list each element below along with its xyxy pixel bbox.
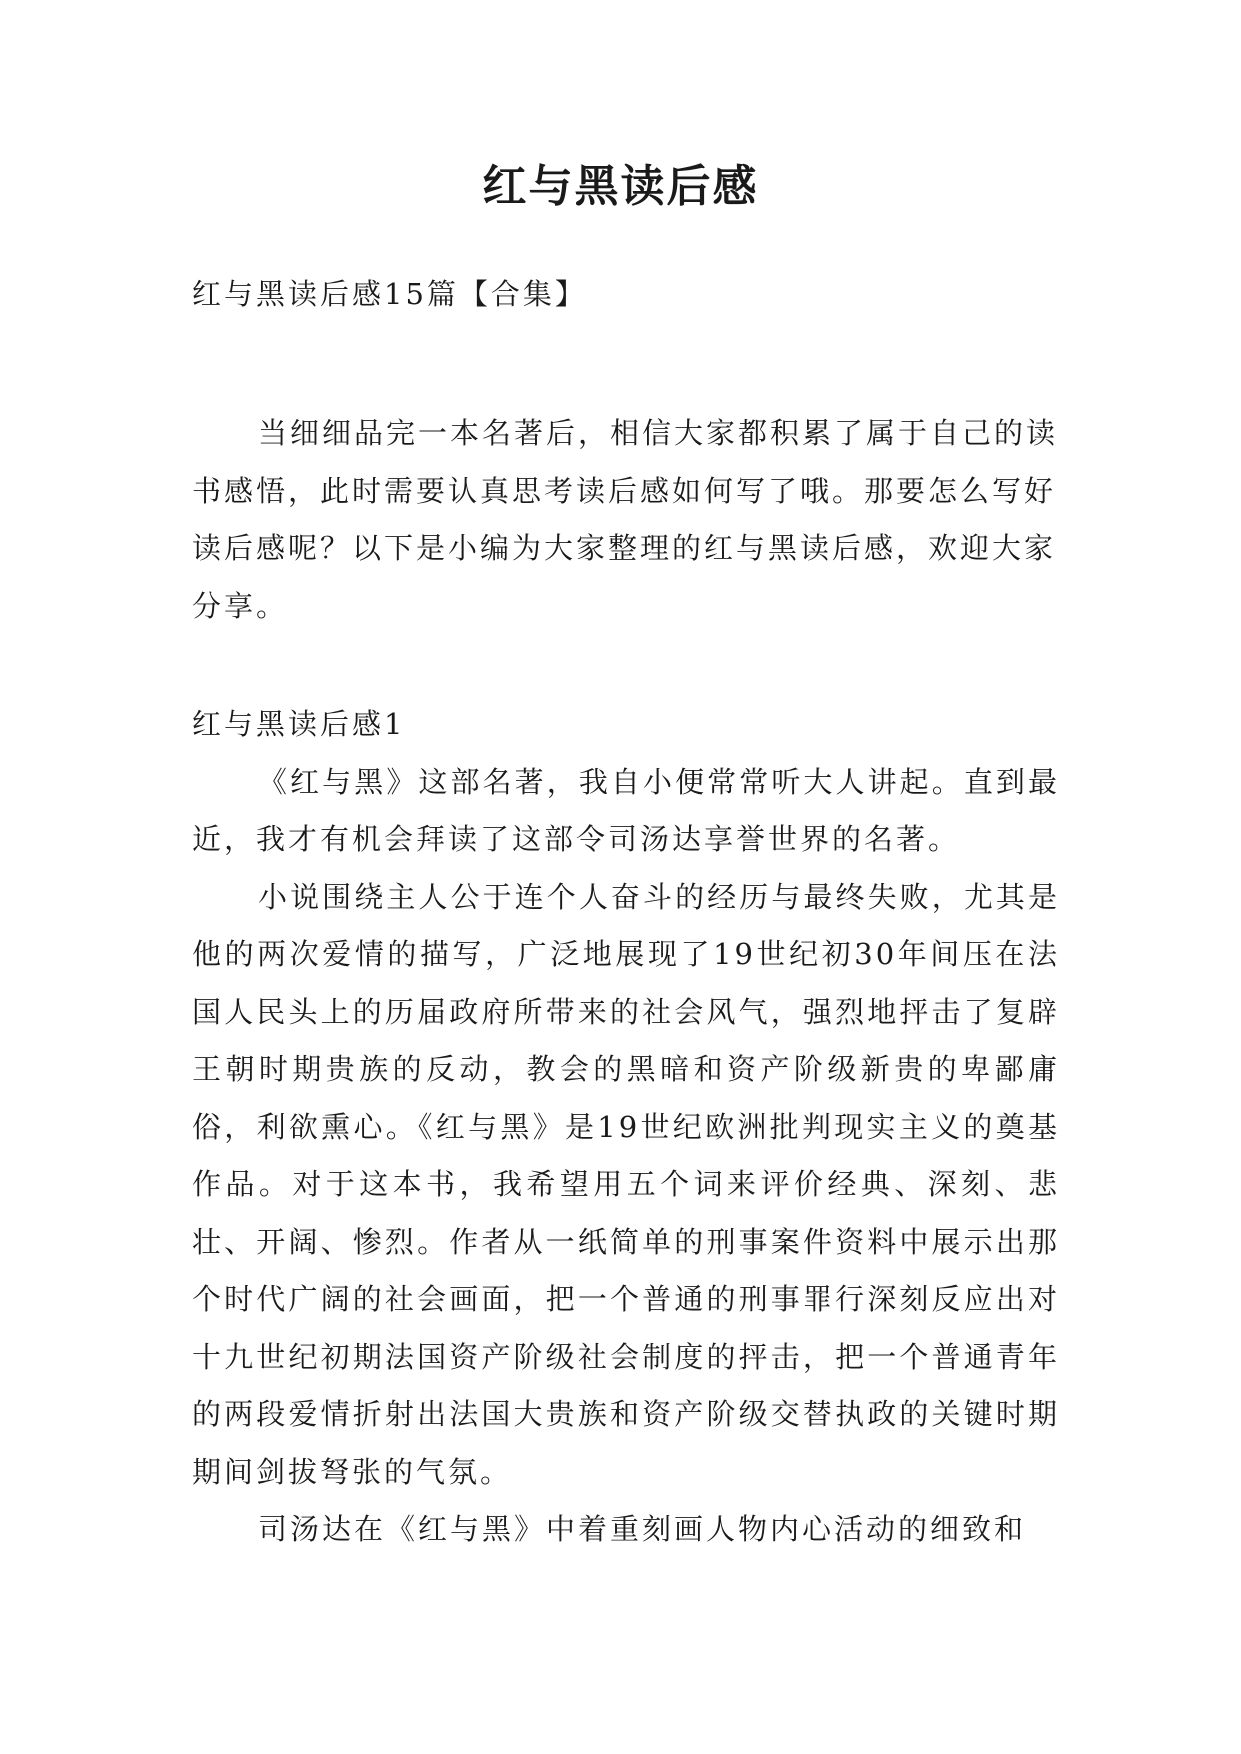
subtitle-text: 红与黑读后感15篇【合集】 (192, 277, 587, 311)
section-1 (192, 696, 1060, 1559)
document-subtitle (192, 266, 1060, 324)
intro-paragraph: 当细细品完一本名著后，相信大家都积累了属于自己的读书感悟，此时需要认真思考读后感如何写了哦。那要怎么写好读后感呢？以下是小编为大家整理的红与黑读后感，欢迎大家分享。 (192, 416, 1059, 623)
intro-section (192, 405, 1060, 635)
section-1-paragraph-3: 司汤达在《红与黑》中着重刻画人物内心活动的细致和 (258, 1512, 1027, 1546)
document-title: 红与黑读后感 (482, 161, 759, 212)
section-1-paragraph-1: 《红与黑》这部名著，我自小便常常听大人讲起。直到最近，我才有机会拜读了这部令司汤达享誉世界的名著。 (192, 764, 1060, 856)
section-1-paragraph-2: 小说围绕主人公于连个人奋斗的经历与最终失败，尤其是他的两次爱情的描写，广泛地展现了19世纪初30年间压在法国人民头上的历届政府所带来的社会风气，强烈地抨击了复辟王朝时期贵族的反动，教会的黑暗和资产阶级新贵的卑鄙庸俗，利欲熏心。《红与黑》是19世纪欧洲批判现实主义的奠基作品。对于这本书，我希望用五个词来评价经典、深刻、悲壮、开阔、惨烈。作者从一纸简单的刑事案件资料中展示出那个时代广阔的社会画面，把一个普通的刑事罪行深刻反应出对十九世纪初期法国资产阶级社会制度的抨击，把一个普通青年的两段爱情折射出法国大贵族和资产阶级交替执政的关键时期期间剑拔弩张的气氛。 (192, 879, 1060, 1489)
section-1-heading: 红与黑读后感1 (192, 707, 406, 741)
